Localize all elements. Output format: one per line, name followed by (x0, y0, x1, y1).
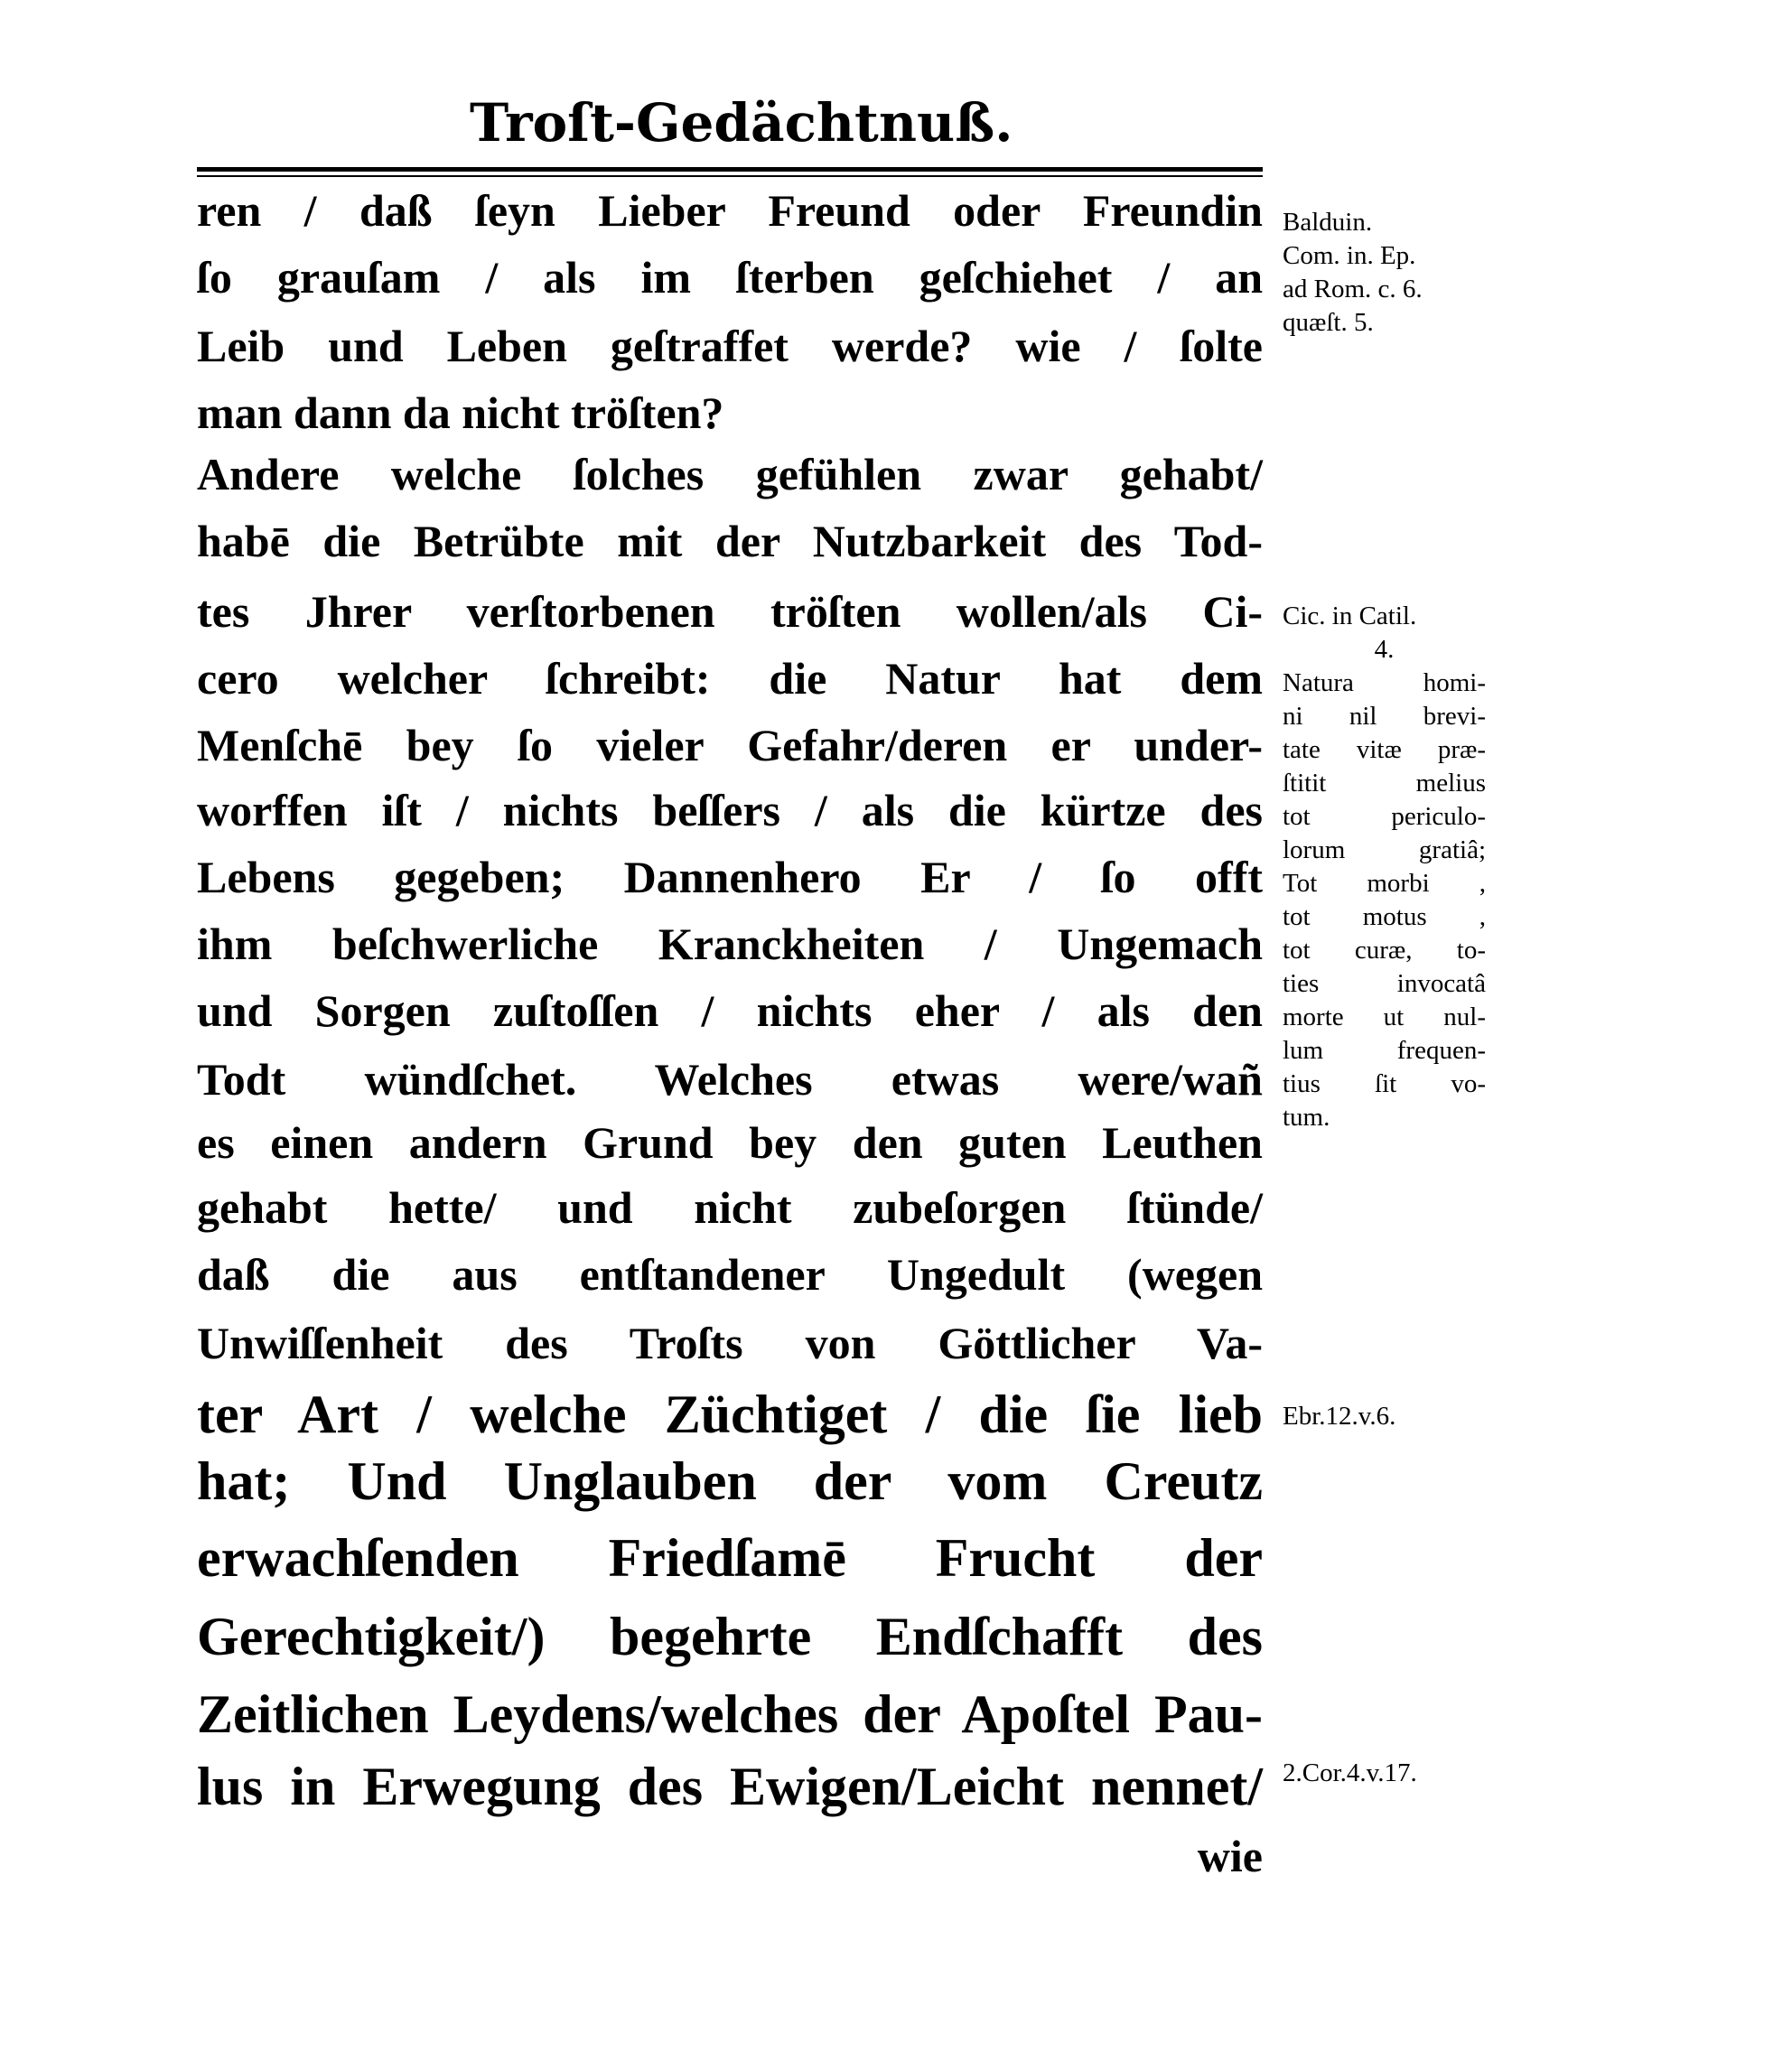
text-line: gehabt hette/ und nicht zubeſorgen ſtünde/ (197, 1182, 1263, 1233)
margin-note-line: morte ut nul- (1283, 1003, 1486, 1031)
margin-note-line: 4. (1374, 635, 1395, 664)
text-line: es einen andern Grund bey den guten Leuthen (197, 1117, 1263, 1168)
margin-note (1283, 206, 1486, 340)
margin-note-line: 2.Cor.4.v.17. (1283, 1758, 1417, 1787)
margin-note-line: tot curæ, to- (1283, 936, 1486, 965)
margin-note-line: Tot morbi , (1283, 869, 1486, 898)
text-line: wie (1197, 1831, 1263, 1881)
margin-note-line: Ebr.12.v.6. (1283, 1402, 1396, 1431)
text-line: Todt wündſchet. Welches etwas were/wañ (197, 1054, 1263, 1105)
margin-note-line: Natura homi- (1283, 668, 1486, 697)
text-line: Menſchē bey ſo vieler Gefahr/deren er under- (197, 720, 1263, 770)
margin-note-line: lum frequen- (1283, 1036, 1486, 1065)
margin-note-line: tum. (1283, 1103, 1330, 1132)
margin-note-line: Com. in. Ep. (1283, 241, 1416, 270)
text-line: man dann da nicht tröſten? (197, 387, 724, 438)
margin-note (1283, 1757, 1486, 1790)
text-line: ren / daß ſeyn Lieber Freund oder Freundin (197, 185, 1263, 236)
text-line: und Sorgen zuſtoſſen / nichts eher / als den (197, 985, 1263, 1036)
text-line: lus in Erwegung des Ewigen/Leicht nennet/ (197, 1757, 1263, 1816)
text-line: Zeitlichen Leydens/welches der Apoſtel Pau- (197, 1684, 1263, 1744)
text-line: Gerechtigkeit/) begehrte Endſchafft des (197, 1607, 1263, 1666)
text-line: Lebens gegeben; Dannenhero Er / ſo offt (197, 852, 1263, 902)
text-line: worffen iſt / nichts beſſers / als die kürtze des (197, 785, 1263, 835)
text-line: tes Jhrer verſtorbenen tröſten wollen/als Ci- (197, 586, 1263, 637)
text-line: ſo grauſam / als im ſterben geſchiehet / an (197, 252, 1263, 303)
text-line: ihm beſchwerliche Kranckheiten / Ungemach (197, 919, 1263, 969)
text-line: habē die Betrübte mit der Nutzbarkeit des Tod- (197, 516, 1263, 566)
margin-note (1283, 600, 1486, 1134)
text-line: hat; Und Unglauben der vom Creutz (197, 1451, 1263, 1511)
header-rule (197, 167, 1263, 172)
running-title: Troſt-Gedächtnuß. (470, 92, 1013, 154)
text-line: Leib und Leben geſtraffet werde? wie / ſolte (197, 321, 1263, 371)
margin-note-line: tot periculo- (1283, 802, 1486, 831)
margin-note-line: ad Rom. c. 6. (1283, 275, 1423, 303)
margin-note-line: ties invocatâ (1283, 969, 1486, 998)
margin-note-line: ni nil brevi- (1283, 702, 1486, 731)
text-line: daß die aus entſtandener Ungedult (wegen (197, 1249, 1263, 1300)
margin-note-line: lorum gratiâ; (1283, 835, 1486, 864)
text-line: Unwiſſenheit des Troſts von Göttlicher Va- (197, 1318, 1263, 1368)
header-rule-thin (197, 175, 1263, 177)
margin-note-line: tate vitæ præ- (1283, 735, 1486, 764)
text-line: cero welcher ſchreibt: die Natur hat dem (197, 653, 1263, 704)
margin-note-line: ſtitit melius (1283, 769, 1486, 797)
margin-note-line: tot motus , (1283, 902, 1486, 931)
text-line: Andere welche ſolches gefühlen zwar gehabt/ (197, 449, 1263, 499)
margin-note-line: Balduin. (1283, 208, 1373, 237)
margin-note-line: quæſt. 5. (1283, 308, 1374, 337)
margin-note-line: Cic. in Catil. (1283, 602, 1417, 630)
margin-note-line: tius ſit vo- (1283, 1069, 1486, 1098)
text-line: erwachſenden Friedſamē Frucht der (197, 1528, 1263, 1588)
margin-note (1283, 1400, 1486, 1433)
text-line: ter Art / welche Züchtiget / die ſie lieb (197, 1385, 1263, 1444)
